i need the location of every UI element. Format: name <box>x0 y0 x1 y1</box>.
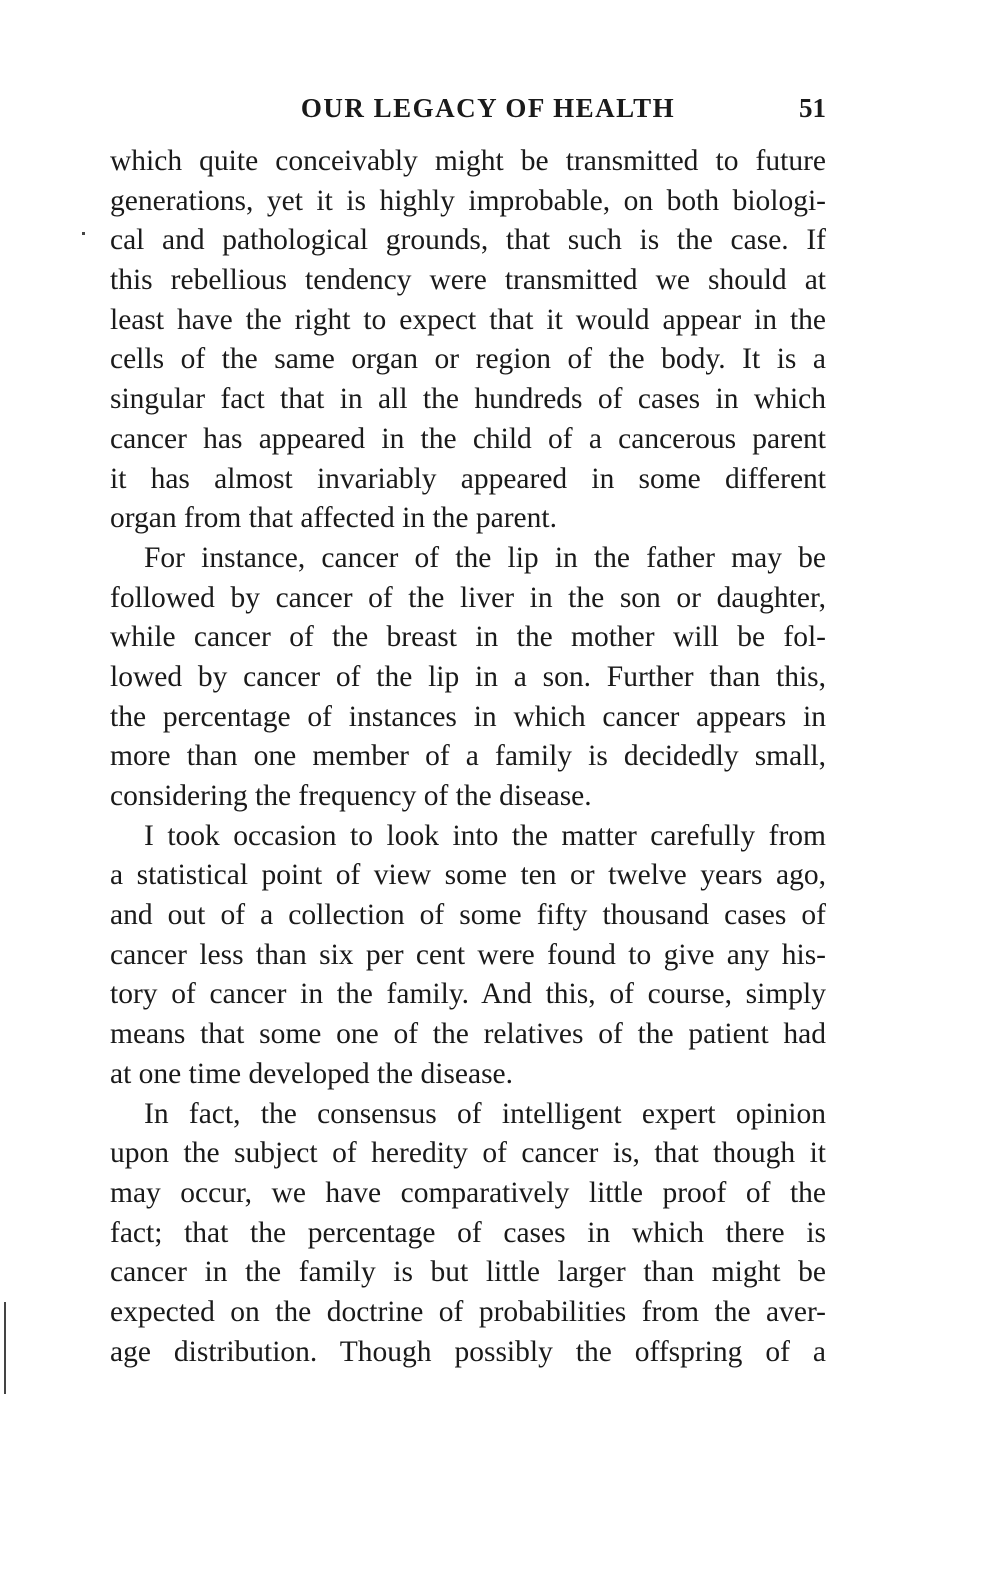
text-line: I took occasion to look into the matter carefully from <box>144 819 826 852</box>
paragraph-4 <box>110 1095 826 1373</box>
text-line: cells of the same organ or region of the body. It is a <box>110 343 826 376</box>
text-line: at one time developed the disease. <box>110 1057 514 1090</box>
paragraph-1 <box>110 142 826 539</box>
scan-edge-mark <box>4 1302 6 1394</box>
text-line: more than one member of a family is decidedly small, <box>110 740 826 773</box>
text-line: cancer less than six per cent were found to give any his- <box>110 938 826 971</box>
text-line: this rebellious tendency were transmitted we should at <box>110 264 826 297</box>
text-line: lowed by cancer of the lip in a son. Further than this, <box>110 660 826 693</box>
text-line: fact; that the percentage of cases in which there is <box>110 1216 826 1249</box>
text-line: it has almost invariably appeared in some different <box>110 462 826 495</box>
running-head <box>110 86 826 130</box>
text-line: In fact, the consensus of intelligent expert opinion <box>144 1097 826 1130</box>
text-line: which quite conceivably might be transmitted to future <box>110 145 826 177</box>
text-line: upon the subject of heredity of cancer is, that though it <box>110 1137 826 1170</box>
text-line: considering the frequency of the disease. <box>110 780 592 812</box>
text-line: organ from that affected in the parent. <box>110 502 557 535</box>
body-text <box>110 142 826 1372</box>
text-line: age distribution. Though possibly the offspring of a <box>110 1335 826 1368</box>
scan-dot-mark <box>82 232 85 235</box>
text-line: cancer has appeared in the child of a cancerous parent <box>110 422 826 455</box>
text-line: expected on the doctrine of probabilities from the aver- <box>110 1295 826 1328</box>
text-line: followed by cancer of the liver in the son or daughter, <box>110 581 826 614</box>
page-number: 51 <box>799 93 826 123</box>
paragraph-2 <box>110 539 826 817</box>
text-line: tory of cancer in the family. And this, of course, simply <box>110 978 826 1011</box>
text-line: For instance, cancer of the lip in the father may be <box>144 541 826 574</box>
text-line: may occur, we have comparatively little proof of the <box>110 1176 826 1209</box>
text-line: the percentage of instances in which cancer appears in <box>110 700 826 733</box>
running-title: OUR LEGACY OF HEALTH <box>300 93 676 123</box>
text-line: and out of a collection of some fifty thousand cases of <box>110 899 826 932</box>
text-line: a statistical point of view some ten or twelve years ago, <box>110 859 826 892</box>
text-line: singular fact that in all the hundreds of cases in which <box>110 383 826 416</box>
text-line: generations, yet it is highly improbable, on both biologi- <box>110 184 826 217</box>
text-line: cal and pathological grounds, that such is the case. If <box>110 224 826 257</box>
text-line: while cancer of the breast in the mother will be fol- <box>110 621 826 654</box>
text-line: least have the right to expect that it would appear in the <box>110 303 826 336</box>
paragraph-3 <box>110 817 826 1095</box>
text-line: cancer in the family is but little larger than might be <box>110 1256 826 1289</box>
text-line: means that some one of the relatives of the patient had <box>110 1018 826 1051</box>
